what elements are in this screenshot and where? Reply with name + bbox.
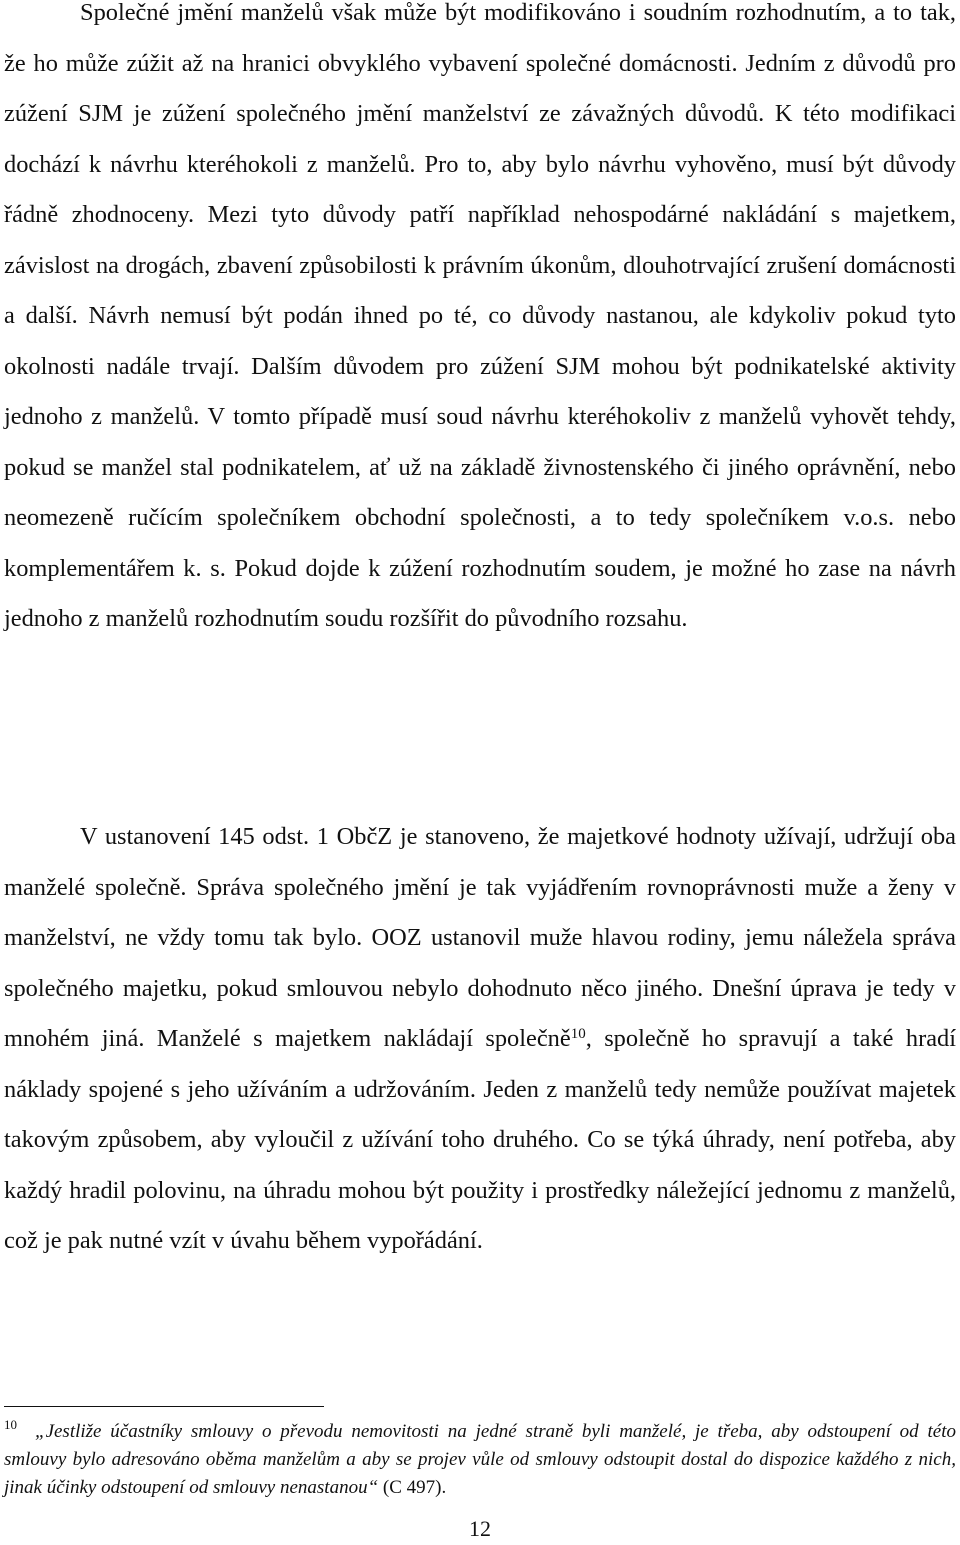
body-paragraph-2 (4, 812, 956, 1267)
paragraph-2-text-before-ref: V ustanovení 145 odst. 1 ObčZ je stanoveno, že majetkové hodnoty užívají, udržují oba manželé společně. Správa společného jmění je tak vyjádřením rovnoprávnosti muže a ženy v manželství, ne vždy tomu tak bylo. OOZ ustanovil muže hlavou rodiny, jemu náležela správa společného majetku, pokud smlouvou nebylo dohodnuto něco jiného. Dnešní úprava je tedy v mnohém jiná. Manželé s majetkem nakládají společně (4, 823, 956, 1052)
footnote-reference[interactable]: 10 (570, 1025, 586, 1042)
body-paragraph-1: Společné jmění manželů však může být modifikováno i soudním rozhodnutím, a to tak, že ho může zúžit až na hranici obvyklého vybavení společné domácnosti. Jedním z důvodů pro zúžení SJM je zúžení společného jmění manželství ze závažných důvodů. K této modifikaci dochází k návrhu kteréhokoli z manželů. Pro to, aby bylo návrhu vyhověno, musí být důvody řádně zhodnoceny. Mezi tyto důvody patří například nehospodárné nakládání s majetkem, závislost na drogách, zbavení způsobilosti k právním úkonům, dlouhotrvající zrušení domácnosti a další. Návrh nemusí být podán ihned po té, co důvody nastanou, ale kdykoliv pokud tyto okolnosti nadále trvají. Dalším důvodem pro zúžení SJM mohou být podnikatelské aktivity jednoho z manželů. V tomto případě musí soud návrhu kteréhokoliv z manželů vyhovět tehdy, pokud se manžel stal podnikatelem, ať už na základě živnostenského či jiného oprávnění, nebo neomezeně ručícím společníkem obchodní společnosti, a to tedy společníkem v.o.s. nebo komplementářem k. s. Pokud dojde k zúžení rozhodnutím soudem, je možné ho zase na návrh jednoho z manželů rozhodnutím soudu rozšířit do původního rozsahu. (4, 0, 956, 632)
footnote-number: 10 (4, 1417, 17, 1433)
paragraph-2-text-after-ref: , společně ho spravují a také hradí náklady spojené s jeho užíváním a udržováním. Jeden z manželů tedy nemůže používat majetek takovým způsobem, aby vyloučil z užívání toho druhého. Co se týká úhrady, není potřeba, aby každý hradil polovinu, na úhradu mohou být použity i prostředky náležející jednomu z manželů, což je pak nutné vzít v úvahu během vypořádání. (4, 1025, 956, 1254)
footnote-separator (4, 1406, 324, 1407)
footnote-citation: (C 497). (378, 1477, 447, 1498)
page-number: 12 (469, 1516, 491, 1541)
footnote (4, 1418, 956, 1502)
footnote-text: „Jestliže účastníky smlouvy o převodu nemovitosti na jedné straně byli manželé, je třeba, aby odstoupení od této smlouvy bylo adresováno oběma manželům a aby se projev vůle od smlouvy odstoupit dostal do dispozice každého z nich, jinak účinky odstoupení od smlouvy nenastanou“ (4, 1421, 956, 1498)
document-page (4, 0, 956, 1545)
